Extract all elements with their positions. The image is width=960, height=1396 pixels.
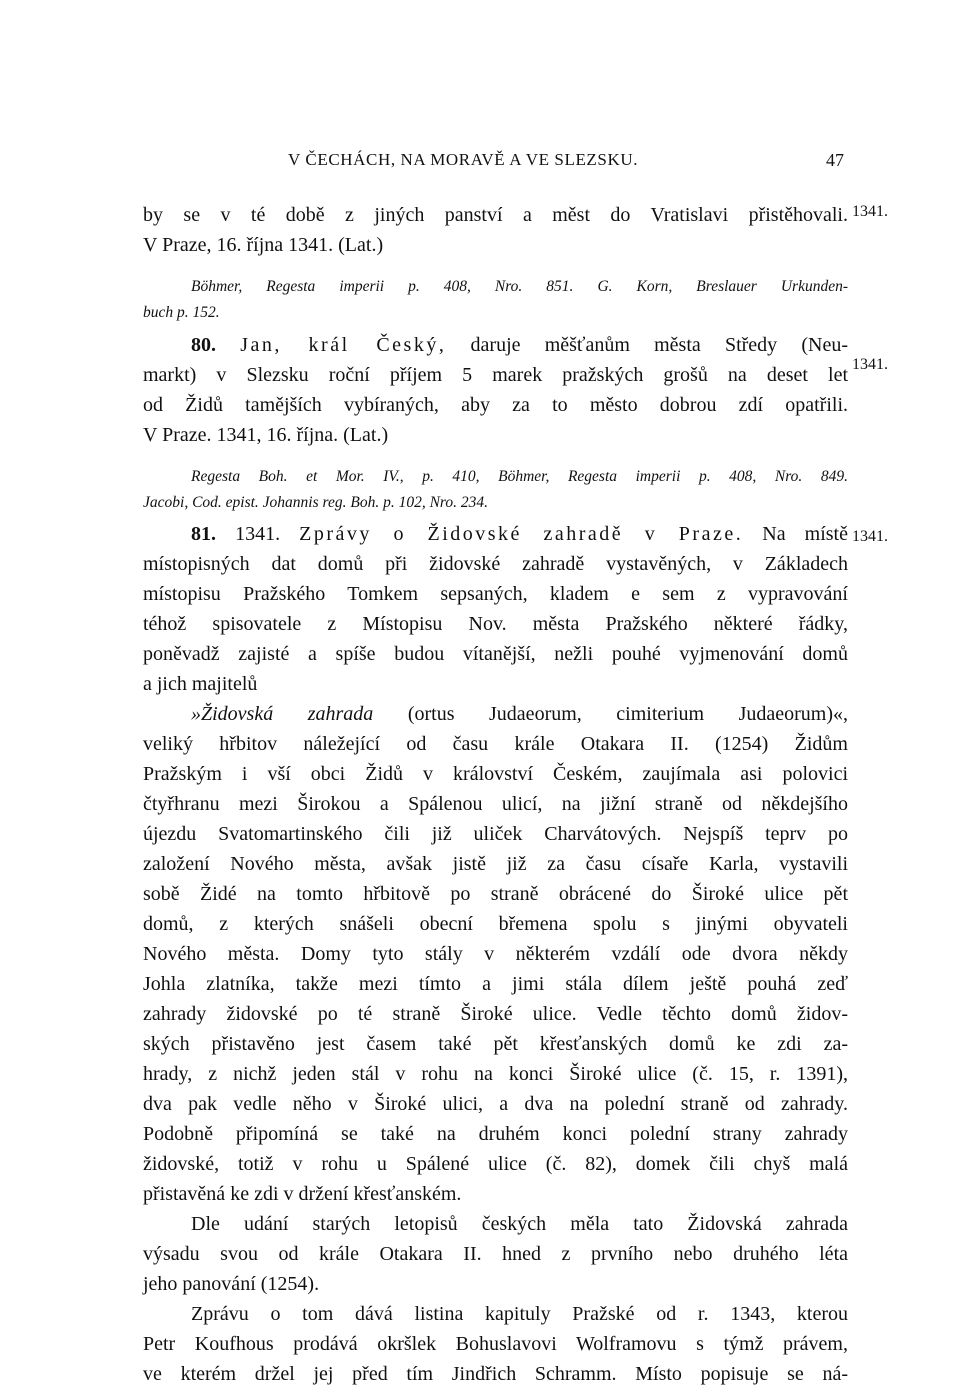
citation-line: Böhmer, Regesta imperii p. 408, Nro. 851. G. Korn, Breslauer Urkunden- (191, 278, 848, 295)
quote-term: »Židovská zahrada (191, 703, 374, 725)
margin-year: 1341. (852, 356, 888, 373)
text-line: místopisných dat domů při židovské zahradě vystavěných, v Základech (143, 553, 848, 575)
running-header (0, 150, 960, 174)
citation-line: buch p. 152. (143, 304, 220, 321)
entry-79-continuation (143, 200, 848, 326)
entry-81 (143, 519, 848, 1389)
text-line: ve kterém držel jej před tím Jindřich Schramm. Místo popisuje se ná- (143, 1363, 848, 1385)
text-line: a jich majitelů (143, 673, 258, 695)
text-line: by se v té době z jiných panství a měst do Vratislavi přistěhovali. (143, 204, 848, 226)
text-line: Zprávu o tom dává listina kapituly Pražské od r. 1343, kterou (191, 1303, 848, 1325)
entry-year: 1341. (235, 523, 281, 545)
entry-heading: Zprávy o Židovské zahradě v Praze. (299, 523, 744, 545)
text-line: Johla zlatníka, takže mezi tímto a jimi stála dílem ještě pouhá zeď (143, 973, 848, 995)
quote-line (143, 699, 848, 729)
text-line: zahrady židovské po té straně Široké ulice. Vedle těchto domů židov- (143, 1003, 848, 1025)
text-line: sobě Židé na tomto hřbitově po straně obrácené do Široké ulice pět (143, 883, 848, 905)
text-line: hrady, z nichž jeden stál v rohu na konci Široké ulice (č. 15, r. 1391), (143, 1063, 848, 1085)
page-number: 47 (826, 150, 844, 170)
text-line: místopisu Pražského Tomkem sepsaných, kladem e sem z vypravování (143, 583, 848, 605)
running-title: V ČECHÁCH, NA MORAVĚ A VE SLEZSKU. (288, 150, 639, 169)
text-line: markt) v Slezsku roční příjem 5 marek pražských grošů na deset let (143, 364, 848, 386)
text-line: židovské, totiž v rohu u Spálené ulice (č. 82), domek čili chyš malá (143, 1153, 848, 1175)
entry-number: 80. (191, 334, 216, 356)
text-line: újezdu Svatomartinského čili již uliček Charvátových. Nejspíš teprv po (143, 823, 848, 845)
margin-year: 1341. (852, 203, 888, 220)
text-line: veliký hřbitov náležející od času krále Otakara II. (1254) Židům (143, 733, 848, 755)
citation-line: Regesta Boh. et Mor. IV., p. 410, Böhmer, Regesta imperii p. 408, Nro. 849. (191, 468, 848, 485)
entry-first-line (143, 519, 848, 549)
text-line: založení Nového města, avšak jistě již za času císaře Karla, vystavili (143, 853, 848, 875)
text-line: poněvadž zajisté a spíše budou vítanější, nežli pouhé vyjmenování domů (143, 643, 848, 665)
entry-first-line (143, 330, 848, 360)
text-line: čtyřhranu mezi Širokou a Spálenou ulicí, na jižní straně od někdejšího (143, 793, 848, 815)
text-line: od Židů tamějších vybíraných, aby za to město dobrou zdí opatřili. (143, 394, 848, 416)
text-line: ských přistavěno jest časem také pět křesťanských domů ke zdi za- (143, 1033, 848, 1055)
text-line: výsadu svou od krále Otakara II. hned z prvního nebo druhého léta (143, 1243, 848, 1265)
text-line: jeho panování (1254). (143, 1273, 320, 1295)
entry-text: daruje měšťanům města Středy (Neu- (470, 334, 848, 356)
text-line: Podobně připomíná se také na druhém konci polední strany zahrady (143, 1123, 848, 1145)
text-line: Dle udání starých letopisů českých měla tato Židovská zahrada (191, 1213, 848, 1235)
margin-year: 1341. (852, 528, 888, 545)
quote-text: (ortus Judaeorum, cimiterium Judaeorum)«, (407, 703, 848, 725)
text-line: Pražským i vší obci Židů v království Českém, zaujímala asi polovici (143, 763, 848, 785)
text-line: téhož spisovatele z Místopisu Nov. města Pražského některé řádky, (143, 613, 848, 635)
text-line: dva pak vedle něho v Široké ulici, a dva na polední straně od zahrady. (143, 1093, 848, 1115)
text-line: přistavěná ke zdi v držení křesťanském. (143, 1183, 462, 1205)
text-line: V Praze. 1341, 16. října. (Lat.) (143, 424, 389, 446)
text-line: domů, z kterých snášeli obecní břemena spolu s jinými obyvateli (143, 913, 848, 935)
text-line: Petr Koufhous prodává okršlek Bohuslavovi Wolframovu s týmž právem, (143, 1333, 848, 1355)
entry-number: 81. (191, 523, 216, 545)
entry-80 (143, 330, 848, 516)
citation-line: Jacobi, Cod. epist. Johannis reg. Boh. p. 102, Nro. 234. (143, 494, 488, 511)
text-line: Nového města. Domy tyto stály v některém vzdálí ode dvora někdy (143, 943, 848, 965)
text-line: V Praze, 16. října 1341. (Lat.) (143, 234, 384, 256)
entry-heading: Jan, král Český, (240, 334, 447, 356)
entry-text: Na místě (762, 523, 848, 545)
